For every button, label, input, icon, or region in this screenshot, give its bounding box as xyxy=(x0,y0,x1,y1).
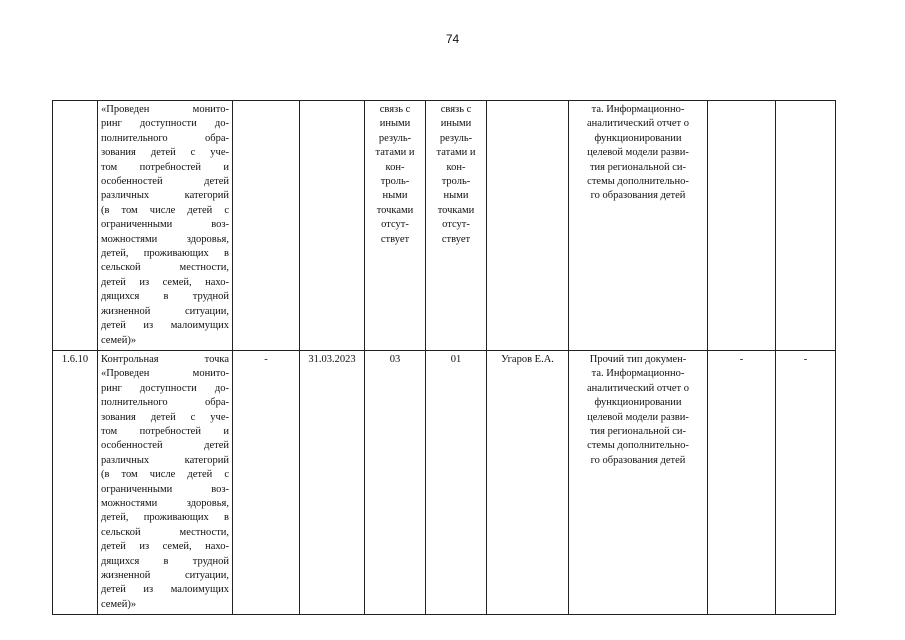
cell-date xyxy=(300,101,365,351)
cell-text-line: зования детей с уче- xyxy=(101,147,229,159)
cell-text-line: особенностей детей xyxy=(101,176,229,188)
cell-number: 1.6.10 xyxy=(53,350,98,614)
plan-table-body xyxy=(53,101,836,615)
cell-text-line: целевой модели разви- xyxy=(587,147,689,159)
cell-text-line: ными xyxy=(443,190,469,202)
cell-text-line: различных категорий xyxy=(101,454,229,466)
cell-text-line: 03 xyxy=(389,353,401,365)
cell-text-line: семей)» xyxy=(101,598,137,610)
cell-text-line: детей из семей, нахо- xyxy=(101,276,229,288)
cell-text-line: ринг доступности до- xyxy=(101,118,229,130)
cell-text-line: можностями здоровья, xyxy=(101,233,229,245)
cell-text-line: ными xyxy=(382,190,408,202)
cell-text-line: 01 xyxy=(450,353,462,365)
cell-text-line: целевой модели разви- xyxy=(587,411,689,423)
cell-name xyxy=(98,350,233,614)
cell-text-line: жизненной ситуации, xyxy=(101,305,229,317)
cell-name xyxy=(98,101,233,351)
cell-text-line: стемы дополнительно- xyxy=(587,440,689,452)
cell-text-line: го образования детей xyxy=(590,454,686,466)
cell-text-line: тия региональной си- xyxy=(589,161,687,173)
cell-text-line: детей из малоимущих xyxy=(101,584,229,596)
cell-text-line: различных категорий xyxy=(101,190,229,202)
cell-text-line: дящихся в трудной xyxy=(101,555,229,567)
cell-date: 31.03.2023 xyxy=(300,350,365,614)
cell-text-line: функционировании xyxy=(594,397,682,409)
cell-text-line: резуль- xyxy=(439,132,473,144)
cell-text-line: тия региональной си- xyxy=(589,425,687,437)
cell-col3 xyxy=(233,101,300,351)
cell-text-line: отсут- xyxy=(381,219,409,231)
cell-text-line: го образования детей xyxy=(590,190,686,202)
cell-text-line: детей из семей, нахо- xyxy=(101,541,229,553)
cell-text-line: аналитический отчет о xyxy=(586,118,690,130)
cell-text-line: иными xyxy=(379,118,411,130)
cell-number xyxy=(53,101,98,351)
cell-text-line: полнительного обра- xyxy=(101,397,229,409)
cell-text-line: резуль- xyxy=(378,132,412,144)
cell-text-line: ствует xyxy=(380,233,410,245)
cell-value-2 xyxy=(426,101,487,351)
cell-text-line: ограниченными воз- xyxy=(101,219,229,231)
cell-text-line: детей, проживающих в xyxy=(101,248,229,260)
cell-text-line: Прочий тип докумен- xyxy=(589,353,687,365)
cell-text-line: семей)» xyxy=(101,334,137,346)
cell-text-line: (в том числе детей с xyxy=(101,204,229,216)
cell-text-line: ствует xyxy=(441,233,471,245)
cell-text-line: ограниченными воз- xyxy=(101,483,229,495)
cell-text-line: том потребностей и xyxy=(101,161,229,173)
cell-text-line: детей из малоимущих xyxy=(101,320,229,332)
cell-text-line: та. Информационно- xyxy=(591,104,685,115)
cell-text-line: троль- xyxy=(441,176,471,188)
cell-responsible xyxy=(487,101,569,351)
cell-text-line: сельской местности, xyxy=(101,526,229,538)
cell-text-line: сельской местности, xyxy=(101,262,229,274)
plan-table xyxy=(52,100,836,615)
cell-text-line: татами и xyxy=(375,147,415,159)
cell-value-1 xyxy=(365,101,426,351)
cell-text-line: Контрольная точка xyxy=(101,353,229,365)
cell-text-line: связь с xyxy=(440,104,472,115)
cell-text-line: татами и xyxy=(436,147,476,159)
cell-col3: - xyxy=(233,350,300,614)
cell-text-line: (в том числе детей с xyxy=(101,469,229,481)
cell-text-line: том потребностей и xyxy=(101,425,229,437)
cell-col9: - xyxy=(708,350,776,614)
cell-text-line: отсут- xyxy=(442,219,470,231)
cell-text-line: детей, проживающих в xyxy=(101,512,229,524)
page-number: 74 xyxy=(445,32,460,46)
cell-text-line: зования детей с уче- xyxy=(101,411,229,423)
cell-value-1 xyxy=(365,350,426,614)
cell-col10: - xyxy=(776,350,836,614)
cell-text-line: функционировании xyxy=(594,132,682,144)
cell-text-line: иными xyxy=(440,118,472,130)
cell-col10 xyxy=(776,101,836,351)
cell-text-line: «Проведен монито- xyxy=(101,104,229,115)
cell-text-line: особенностей детей xyxy=(101,440,229,452)
cell-text-line: ринг доступности до- xyxy=(101,382,229,394)
cell-text-line: дящихся в трудной xyxy=(101,291,229,303)
cell-value-2 xyxy=(426,350,487,614)
cell-text-line: полнительного обра- xyxy=(101,132,229,144)
cell-text-line: точками xyxy=(437,204,475,216)
cell-text-line: кон- xyxy=(385,161,405,173)
cell-document-type xyxy=(569,350,708,614)
cell-text-line: связь с xyxy=(379,104,411,115)
cell-text-line: можностями здоровья, xyxy=(101,497,229,509)
cell-col9 xyxy=(708,101,776,351)
table-row xyxy=(53,101,836,351)
cell-text-line: аналитический отчет о xyxy=(586,382,690,394)
cell-responsible: Угаров Е.А. xyxy=(487,350,569,614)
cell-document-type xyxy=(569,101,708,351)
cell-text-line: троль- xyxy=(380,176,410,188)
table-row xyxy=(53,350,836,614)
cell-text-line: жизненной ситуации, xyxy=(101,570,229,581)
cell-text-line: та. Информационно- xyxy=(591,368,685,380)
cell-text-line: точками xyxy=(376,204,414,216)
cell-text-line: кон- xyxy=(446,161,466,173)
cell-text-line: «Проведен монито- xyxy=(101,368,229,380)
cell-text-line: стемы дополнительно- xyxy=(587,176,689,188)
